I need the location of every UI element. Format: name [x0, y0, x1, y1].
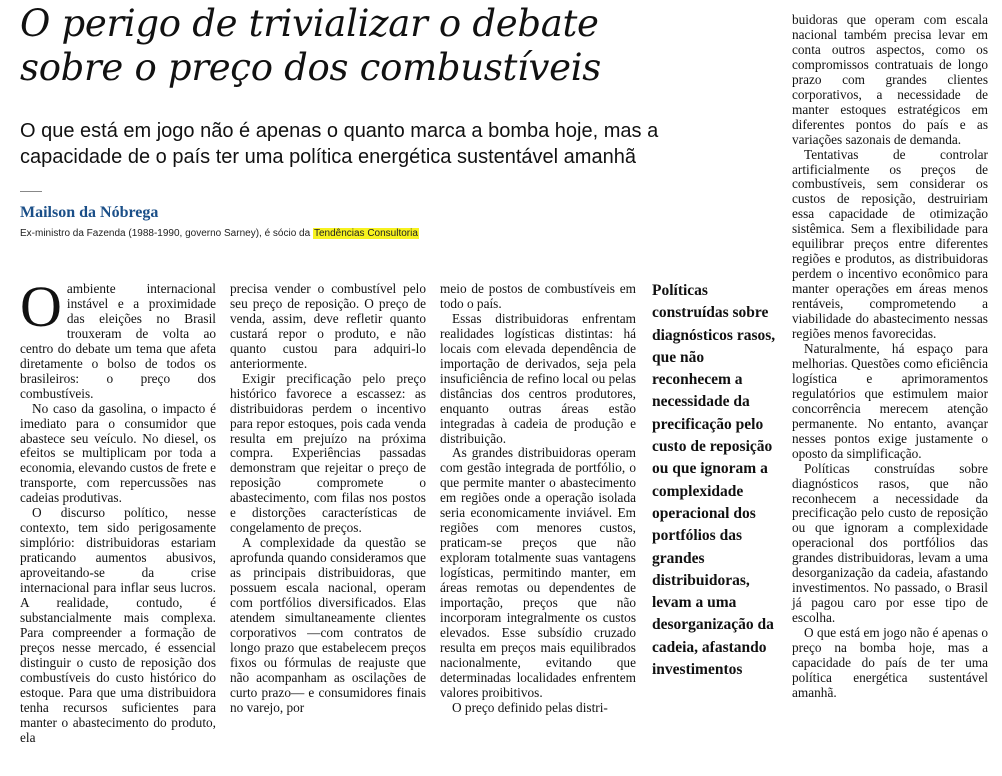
subtitle-line-2: capacidade de o país ter uma política energética sustentável amanhã [20, 146, 636, 168]
paragraph-text: ambiente internacional instável e a proximidade das eleições no Brasil trouxeram de volta ao centro do debate um tema que afeta diretamente o bolso de todos os brasileiros: o preço dos combustíveis. [20, 281, 216, 401]
text-column-4 [792, 13, 988, 701]
paragraph: Políticas construídas sobre diagnósticos rasos, que não reconhecem a necessidade da precificação pelo custo de reposição ou que ignoram a complexidade operacional dos portfólios das grandes distribuidoras, levam a uma desorganização da cadeia, afastando investimentos. No passado, o Brasil já pagou caro por esse tipo de escolha. [792, 460, 988, 626]
article-title [20, 2, 760, 90]
text-column-1 [20, 274, 216, 746]
title-line-2: sobre o preço dos combustíveis [20, 46, 601, 89]
paragraph: No caso da gasolina, o impacto é imediato para o consumidor que abastece seu veículo. No diesel, os efeitos se multiplicam por toda a economia, elevando custos de frete e transporte, com repercussões nas cadeias produtivas. [20, 400, 216, 506]
paragraph [20, 274, 216, 402]
paragraph: A complexidade da questão se aprofunda quando consideramos que as principais distribuidoras, que possuem escala nacional, operam com portfólios diversificados. Elas atendem simultaneamente clientes corporativos —com contratos de longo prazo que estabelecem preços fixos ou fórmulas de reajuste que não acompanham as oscilações de curto prazo— e consumidores finais no varejo, por [230, 535, 426, 715]
paragraph: precisa vender o combustível pelo seu preço de reposição. O preço de venda, assim, deve refletir quanto custará repor o produto, e não quanto custou para adquiri-lo anteriormente. [230, 281, 426, 371]
paragraph: meio de postos de combustíveis em todo o país. [440, 281, 636, 311]
paragraph: Tentativas de controlar artificialmente os preços de combustíveis, sem considerar os custos de reposição, destruiriam essa capacidade de otimização sistêmica. Sem a flexibilidade para equilibrar preços entre diferentes regiões e produtos, as distribuidoras perdem o incentivo econômico para manter operações em áreas menos rentáveis, comprometendo a viabilidade do abastecimento nessas regiões menos favorecidas. [792, 146, 988, 342]
company-link[interactable]: Tendências Consultoria [313, 228, 418, 239]
paragraph: O discurso político, nesse contexto, tem sido perigosamente simplório: distribuidoras estariam praticando aumentos abusivos, aproveitando-se da crise internacional para inflar seus lucros. A realidade, contudo, é substancialmente mais complexa. Para compreender a formação de preços nesse mercado, é essencial distinguir o custo de reposição dos combustíveis do custo histórico do estoque. Para que uma distribuidora tenha recursos suficientes para manter o abastecimento do produto, ela [20, 505, 216, 745]
paragraph: O preço definido pelas distri- [452, 699, 608, 715]
article-subtitle [20, 118, 760, 170]
paragraph: buidoras que operam com escala nacional também precisa levar em conta outros aspectos, como os compromissos contratuais de longo prazo com grandes clientes corporativos, a necessidade de manter estoques estratégicos em diferentes pontos do país e as variações sazonais de demanda. [792, 12, 988, 147]
author-bio [20, 228, 419, 239]
paragraph: O que está em jogo não é apenas o preço na bomba hoje, mas a capacidade do país de ter uma política energética sustentável amanhã. [792, 625, 988, 700]
drop-cap: O [20, 274, 62, 339]
text-column-2 [230, 282, 426, 716]
author-bio-text: Ex-ministro da Fazenda (1988-1990, governo Sarney), é sócio da [20, 228, 313, 239]
byline-rule [20, 191, 42, 192]
text-column-3 [440, 282, 636, 716]
paragraph: As grandes distribuidoras operam com gestão integrada de portfólio, o que permite manter o abastecimento em regiões onde a operação isolada seria economicamente inviável. Em regiões com menores custos, praticam-se preços que não exploram totalmente suas vantagens logísticas, permitindo manter, em áreas remotas ou dependentes de importação, preços que não incorporam integralmente os custos elevados. Esse subsídio cruzado resulta em preços mais equilibrados nacionalmente, evitando que determinadas localidades enfrentem valores proibitivos. [440, 445, 636, 700]
subtitle-line-1: O que está em jogo não é apenas o quanto marca a bomba hoje, mas a [20, 120, 659, 142]
pull-quote: Políticas construídas sobre diagnósticos rasos, que não reconhecem a necessidade da precificação pelo custo de reposição ou que ignoram a complexidade operacional dos portfólios das grandes distribuidoras, levam a uma desorganização da cadeia, afastando investimentos [652, 282, 776, 679]
paragraph: Essas distribuidoras enfrentam realidades logísticas distintas: há locais com elevada dependência de importação de derivados, seja pela insuficiência de refino local ou pelas distâncias dos centros produtores, enquanto outras áreas estão integradas à cadeia de produção e distribuição. [440, 310, 636, 446]
paragraph: Naturalmente, há espaço para melhorias. Questões como eficiência logística e aprimoramentos regulatórios que estimulem maior concorrência merecem atenção permanente. No entanto, avançar nesses pontos exige justamente o oposto da simplificação. [792, 340, 988, 461]
author-name: Mailson da Nóbrega [20, 204, 159, 221]
title-line-1: O perigo de trivializar o debate [20, 2, 599, 45]
paragraph: Exigir precificação pelo preço histórico favorece a escassez: as distribuidoras perdem o incentivo para repor estoques, pois cada venda resulta em prejuízo na próxima compra. Experiências passadas demonstram que rejeitar o preço de reposição compromete o abastecimento, com filas nos postos e distorções características de congelamento de preços. [230, 370, 426, 536]
